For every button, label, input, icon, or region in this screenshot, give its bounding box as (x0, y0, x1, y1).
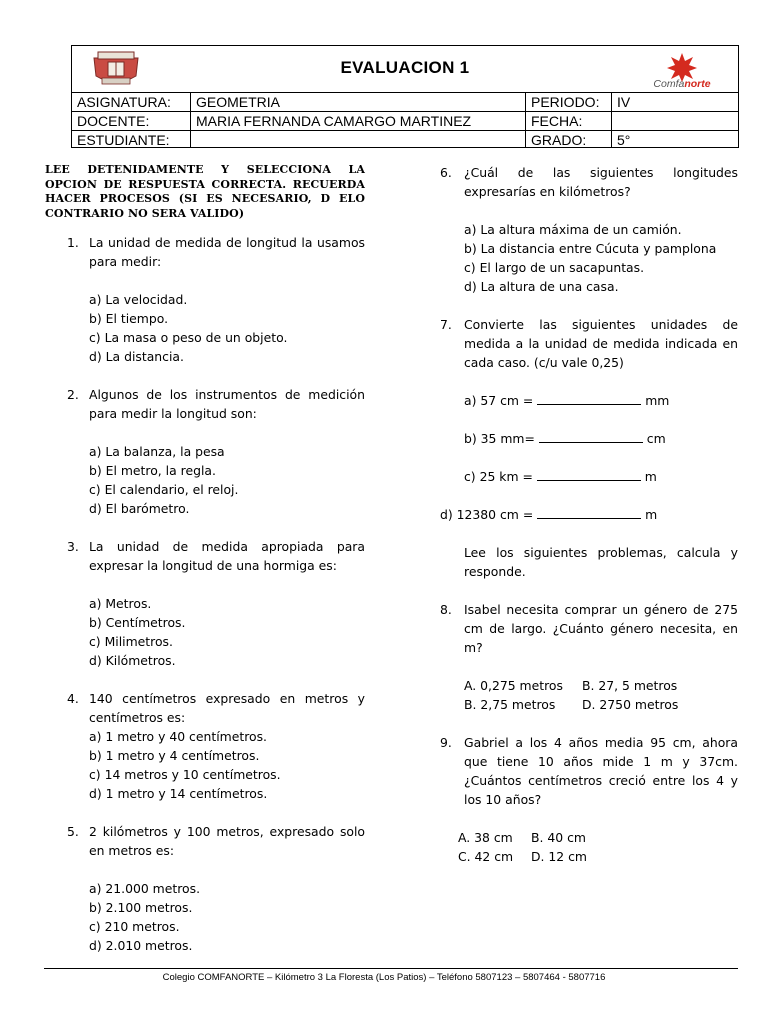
question-text: 2 kilómetros y 100 metros, expresado solo en metros es: (89, 824, 365, 858)
option[interactable]: d) El barómetro. (89, 501, 190, 516)
row-asignatura (72, 92, 738, 111)
estudiante-field[interactable] (190, 131, 525, 148)
option[interactable]: c) Milimetros. (89, 634, 173, 649)
option[interactable]: d) Kilómetros. (89, 653, 176, 668)
option[interactable]: b) La distancia entre Cúcuta y pamplona (464, 241, 717, 256)
question-4: 4. 140 centímetros expresado en metros y centímetros es: a) 1 metro y 40 centímetros. b) 1 metro y 4 centímetros. c) 14 metros y 10 centímetros. d) 1 metro y 14 centímetros. (45, 689, 365, 803)
option[interactable]: d) La altura de una casa. (464, 279, 619, 294)
option[interactable]: B. 27, 5 metros (582, 678, 678, 693)
asignatura-label: ASIGNATURA: (77, 94, 171, 110)
row-docente (72, 111, 738, 130)
problems-note: Lee los siguientes problemas, calcula y responde. (464, 545, 738, 579)
estudiante-label: ESTUDIANTE: (77, 132, 170, 148)
option[interactable]: d) 1 metro y 14 centímetros. (89, 786, 268, 801)
brand-wordmark: Comfanorte (653, 78, 711, 90)
option[interactable]: B. 40 cm (531, 830, 586, 845)
page-title: EVALUACION 1 (340, 58, 470, 77)
docente-value: MARIA FERNANDA CAMARGO MARTINEZ (190, 112, 525, 130)
question-1: 1. La unidad de medida de longitud la usamos para medir: a) La velocidad. b) El tiempo. c) La masa o peso de un objeto. d) La distancia. (45, 233, 365, 366)
option[interactable]: c) La masa o peso de un objeto. (89, 330, 288, 345)
question-text: La unidad de medida de longitud la usamos para medir: (89, 235, 365, 269)
periodo-value: IV (611, 93, 738, 111)
footer-address: Colegio COMFANORTE – Kilómetro 3 La Floresta (Los Patios) – Teléfono 5807123 – 5807464 - 5807716 (162, 972, 606, 983)
answer-blank[interactable] (537, 505, 641, 519)
footer-divider (44, 968, 738, 969)
option[interactable]: a) La altura máxima de un camión. (464, 222, 682, 237)
comfanorte-logo (642, 51, 722, 91)
instructions: LEE DETENIDAMENTE Y SELECCIONA LA OPCION DE RESPUESTA CORRECTA. RECUERDA HACER PROCESOS (SI ES NECESARIO, D ELO CONTRARIO NO SERA VALIDO) (45, 163, 365, 220)
option[interactable]: a) 21.000 metros. (89, 881, 201, 896)
option[interactable]: c) El calendario, el reloj. (89, 482, 239, 497)
question-text: La unidad de medida apropiada para expresar la longitud de una hormiga es: (89, 539, 365, 573)
option[interactable]: d) 2.010 metros. (89, 938, 193, 953)
option[interactable]: b) Centímetros. (89, 615, 186, 630)
question-3: 3. La unidad de medida apropiada para expresar la longitud de una hormiga es: a) Metros. b) Centímetros. c) Milimetros. d) Kilómetros. (45, 537, 365, 670)
question-text: Algunos de los instrumentos de medición para medir la longitud son: (89, 387, 365, 421)
right-column (440, 163, 738, 866)
option[interactable]: b) 2.100 metros. (89, 900, 193, 915)
option[interactable]: a) La velocidad. (89, 292, 188, 307)
option[interactable]: c) 210 metros. (89, 919, 180, 934)
conversion-item: c) 25 km = m (464, 469, 657, 484)
question-2: 2. Algunos de los instrumentos de medición para medir la longitud son: a) La balanza, la pesa b) El metro, la regla. c) El calendario, el reloj. d) El barómetro. (45, 385, 365, 518)
question-5: 5. 2 kilómetros y 100 metros, expresado solo en metros es: a) 21.000 metros. b) 2.100 metros. c) 210 metros. d) 2.010 metros. (45, 822, 365, 955)
conversion-item: d) 12380 cm = m (440, 507, 658, 522)
conversion-item: a) 57 cm = mm (464, 393, 670, 408)
option[interactable]: b) El metro, la regla. (89, 463, 216, 478)
left-column (45, 163, 365, 955)
option[interactable]: c) El largo de un sacapuntas. (464, 260, 645, 275)
docente-label: DOCENTE: (77, 113, 150, 129)
option[interactable]: D. 2750 metros (582, 697, 679, 712)
question-8: 8. Isabel necesita comprar un género de 275 cm de largo. ¿Cuánto género necesita, en m? A. 0,275 metros B. 27, 5 metros B. 2,75 metros D. 2750 metros (440, 602, 738, 712)
periodo-label: PERIODO: (525, 93, 611, 111)
asignatura-value: GEOMETRIA (190, 93, 525, 111)
option[interactable]: d) La distancia. (89, 349, 184, 364)
fecha-label: FECHA: (525, 112, 611, 130)
question-6: 6. ¿Cuál de las siguientes longitudes expresarías en kilómetros? a) La altura máxima de un camión. b) La distancia entre Cúcuta y pamplona c) El largo de un sacapuntas. d) La altura de una casa. (440, 165, 738, 294)
answer-blank[interactable] (537, 391, 641, 405)
grado-label: GRADO: (525, 131, 611, 148)
question-text: Convierte las siguientes unidades de medida a la unidad de medida indicada en cada caso. (c/u vale 0,25) (464, 317, 738, 370)
conversion-item: b) 35 mm= cm (464, 431, 666, 446)
answer-blank[interactable] (537, 467, 641, 481)
question-text: Gabriel a los 4 años media 95 cm, ahora que tiene 10 años mide 1 m y 37cm. ¿Cuántos centímetros creció entre los 4 y los 10 años? (464, 735, 738, 807)
fecha-field[interactable] (611, 112, 738, 130)
option[interactable]: c) 14 metros y 10 centímetros. (89, 767, 281, 782)
option[interactable]: b) 1 metro y 4 centímetros. (89, 748, 260, 763)
question-text: 140 centímetros expresado en metros y centímetros es: (89, 691, 365, 725)
option[interactable]: a) Metros. (89, 596, 152, 611)
option[interactable]: A. 38 cm (458, 830, 513, 845)
answer-blank[interactable] (539, 429, 643, 443)
option[interactable]: C. 42 cm (458, 849, 514, 864)
option[interactable]: a) La balanza, la pesa (89, 444, 225, 459)
question-7: 7. Convierte las siguientes unidades de medida a la unidad de medida indicada en cada caso. (c/u vale 0,25) a) 57 cm = mm b) 35 mm= cm c) 25 km = m d) 12380 cm = m Lee los siguientes problemas, calcula y responde. (440, 315, 738, 581)
question-text: ¿Cuál de las siguientes longitudes expresarías en kilómetros? (464, 165, 738, 199)
option[interactable]: D. 12 cm (531, 849, 588, 864)
grado-value: 5° (611, 131, 738, 148)
row-estudiante (72, 130, 738, 148)
option[interactable]: A. 0,275 metros (464, 678, 563, 693)
header-table (71, 45, 739, 148)
option[interactable]: b) El tiempo. (89, 311, 169, 326)
option[interactable]: a) 1 metro y 40 centímetros. (89, 729, 267, 744)
question-9: 9. Gabriel a los 4 años media 95 cm, ahora que tiene 10 años mide 1 m y 37cm. ¿Cuántos centímetros creció entre los 4 y los 10 años? A. 38 cm B. 40 cm C. 42 cm D. 12 cm (440, 735, 738, 864)
option[interactable]: B. 2,75 metros (464, 697, 556, 712)
question-text: Isabel necesita comprar un género de 275 cm de largo. ¿Cuánto género necesita, en m? (464, 602, 738, 655)
